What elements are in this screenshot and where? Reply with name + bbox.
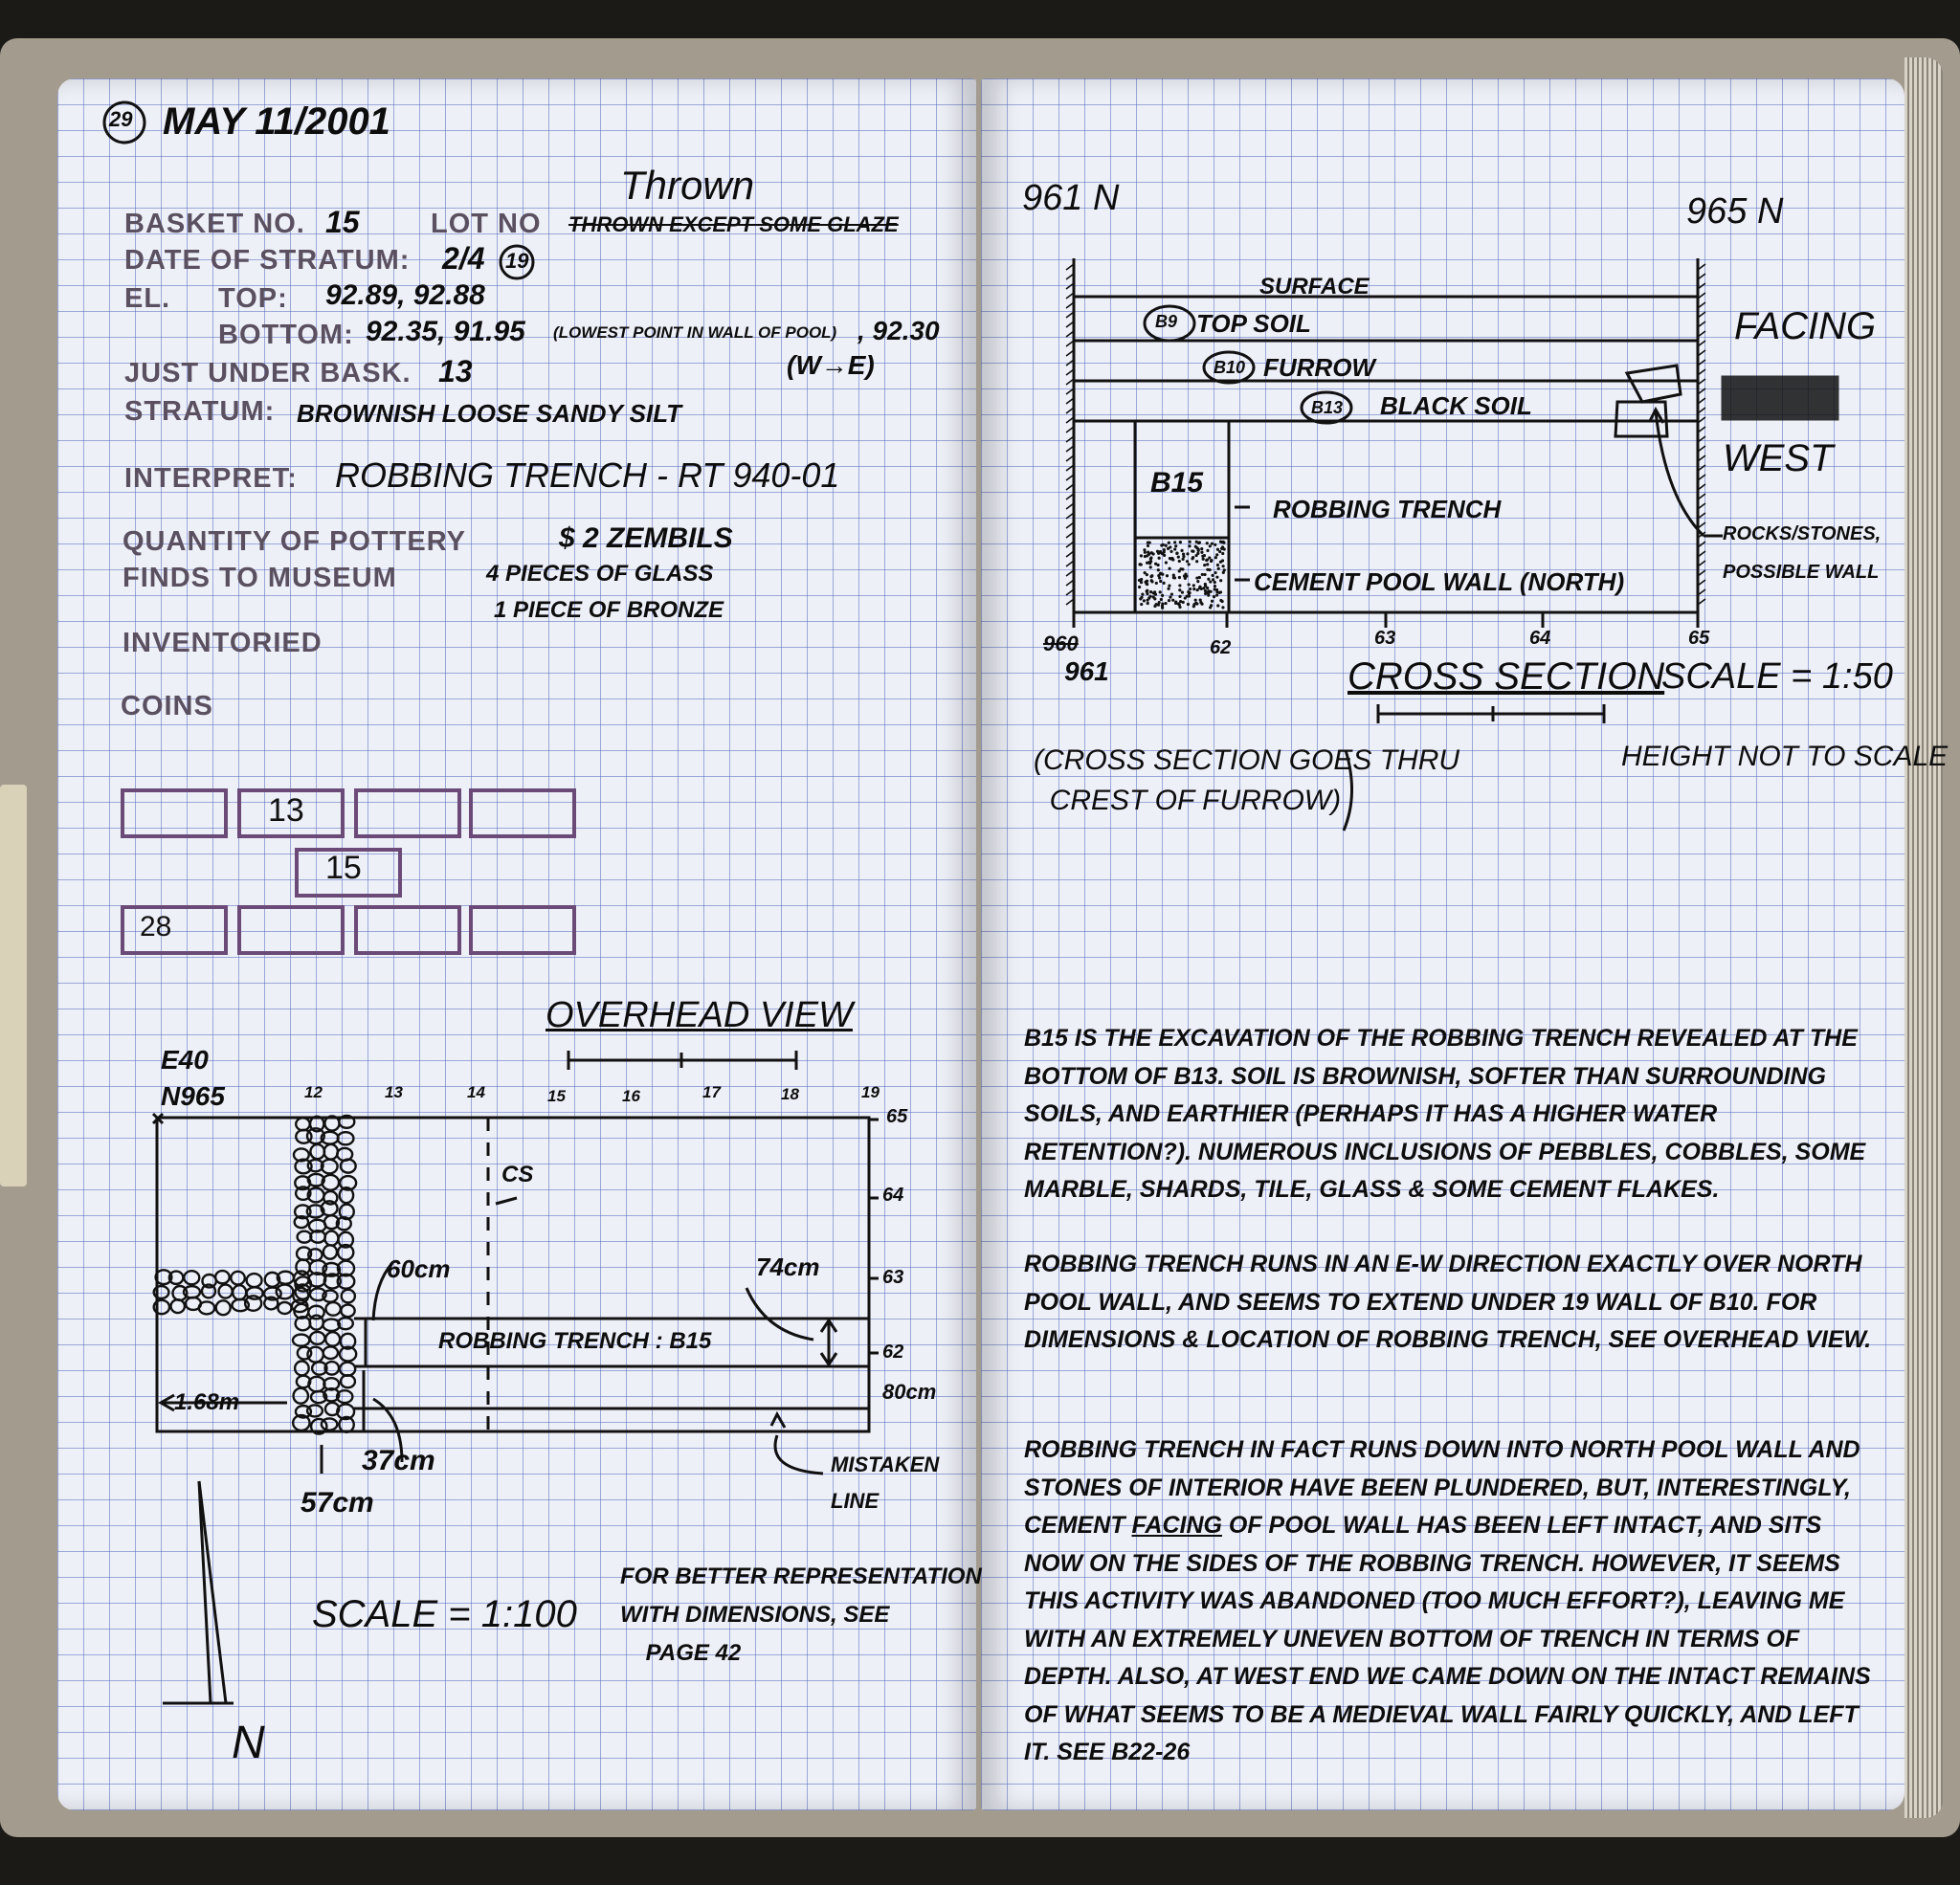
notes-paragraph-3 bbox=[1024, 1431, 1885, 1772]
dim-74cm: 74cm bbox=[756, 1253, 820, 1281]
under-basket-value: 13 bbox=[438, 354, 473, 388]
x-struck: 960 bbox=[1043, 632, 1079, 655]
notes-paragraph-1: B15 IS THE EXCAVATION OF THE ROBBING TRENCH REVEALED AT THE BOTTOM OF B13. SOIL IS BROWNISH, SOFTER THAN SURROUNDING SOILS, AND EARTHIER (PERHAPS IT HAS A HIGHER WATER RETENTION?). NUMEROUS INCLUSIONS OF PEBBLES, COBBLES, SOME MARBLE, SHARDS, TILE, GLASS & SOME CEMENT FLAKES. bbox=[1024, 1025, 1866, 1203]
bookmark-ribbon bbox=[0, 785, 27, 1186]
finds-label: FINDS TO MUSEUM bbox=[122, 563, 397, 593]
top-tick: 13 bbox=[385, 1083, 403, 1101]
section-north-right: 965 N bbox=[1686, 191, 1784, 232]
dim-80cm: 80cm bbox=[882, 1380, 937, 1404]
bottom-direction: (W→E) bbox=[787, 350, 875, 380]
b10-label: B10 bbox=[1214, 358, 1246, 377]
pottery-value: $ 2 ZEMBILS bbox=[559, 522, 733, 554]
facing-label: FACING bbox=[1734, 305, 1877, 347]
west-label: WEST bbox=[1723, 437, 1834, 479]
cross-section-drawing bbox=[957, 0, 1914, 765]
date-of-stratum-value: 2/4 bbox=[442, 241, 485, 276]
section-north-left: 961 N bbox=[1022, 178, 1120, 218]
stamp-box bbox=[121, 788, 228, 838]
top-soil-label: TOP SOIL bbox=[1196, 309, 1311, 338]
top-value: 92.89, 92.88 bbox=[325, 279, 485, 311]
stratum-value: BROWNISH LOOSE SANDY SILT bbox=[297, 399, 682, 428]
robbing-trench-label: ROBBING TRENCH bbox=[1273, 495, 1502, 523]
dim-57cm: 57cm bbox=[301, 1487, 374, 1519]
thrown-note: Thrown bbox=[620, 163, 755, 208]
notes-paragraph-2: ROBBING TRENCH RUNS IN AN E-W DIRECTION EXACTLY OVER NORTH POOL WALL, AND SEEMS TO EXTEND UNDER 19 WALL OF B10. FOR DIMENSIONS & LOCATION OF ROBBING TRENCH, SEE OVERHEAD VIEW. bbox=[1024, 1251, 1872, 1353]
date-of-stratum-circled: 19 bbox=[505, 249, 529, 273]
finds-value-1: 4 PIECES OF GLASS bbox=[486, 561, 714, 587]
interpret-label: INTERPRET: bbox=[124, 463, 298, 494]
bottom-note: (LOWEST POINT IN WALL OF POOL) bbox=[553, 323, 837, 342]
stamp-box bbox=[237, 905, 345, 955]
stamp-box bbox=[354, 788, 461, 838]
b13-label: B13 bbox=[1311, 398, 1344, 417]
cross-section-title: CROSS SECTION bbox=[1348, 655, 1665, 698]
top-label: TOP: bbox=[218, 283, 288, 314]
overhead-plan-drawing bbox=[0, 0, 976, 765]
stamp-box bbox=[469, 905, 576, 955]
stamp-box-value: 15 bbox=[325, 850, 362, 886]
right-tick: 63 bbox=[882, 1267, 904, 1288]
right-tick: 62 bbox=[882, 1342, 904, 1363]
cross-section-scale: SCALE = 1:50 bbox=[1661, 656, 1893, 697]
top-tick: 16 bbox=[622, 1087, 640, 1105]
para3-a: ROBBING TRENCH IN FACT RUNS DOWN INTO NORTH POOL WALL AND STONES OF INTERIOR HAVE BEEN PLUNDERED, BUT, INTERESTINGLY, CEMENT bbox=[1024, 1436, 1860, 1539]
cs-label: CS bbox=[501, 1162, 534, 1187]
stamp-box-value: 28 bbox=[140, 911, 172, 942]
cement-wall-label: CEMENT POOL WALL (NORTH) bbox=[1254, 567, 1625, 596]
stamp-box bbox=[354, 905, 461, 955]
dim-168m: 1.68m bbox=[174, 1389, 240, 1415]
bottom-value: 92.35, 91.95 bbox=[366, 316, 525, 347]
height-note: HEIGHT NOT TO SCALE bbox=[1621, 741, 1949, 772]
overhead-origin-e: E40 bbox=[161, 1045, 209, 1075]
stamp-box bbox=[469, 788, 576, 838]
b9-label: B9 bbox=[1155, 312, 1178, 331]
dim-37cm: 37cm bbox=[362, 1445, 435, 1476]
black-soil-label: BLACK SOIL bbox=[1380, 391, 1532, 420]
interpret-value: ROBBING TRENCH - RT 940-01 bbox=[335, 455, 840, 495]
lot-struck-value: THROWN EXCEPT SOME GLAZE bbox=[568, 212, 899, 236]
overhead-origin-n: N965 bbox=[161, 1081, 225, 1111]
coins-label: COINS bbox=[121, 691, 213, 721]
top-tick: 12 bbox=[304, 1083, 323, 1101]
rocks-label: ROCKS/STONES, POSSIBLE WALL bbox=[1723, 523, 1882, 583]
el-label: EL. bbox=[124, 283, 171, 314]
x-961: 961 bbox=[1064, 656, 1109, 686]
bottom-value-2: , 92.30 bbox=[858, 316, 940, 345]
top-tick: 19 bbox=[861, 1083, 880, 1101]
trench-label: ROBBING TRENCH : B15 bbox=[438, 1328, 712, 1354]
cross-section-note: (CROSS SECTION GOES THRU CREST OF FURROW) bbox=[1034, 744, 1460, 816]
lot-label: LOT NO bbox=[431, 209, 542, 239]
finds-value-2: 1 PIECE OF BRONZE bbox=[494, 597, 724, 623]
basket-label: BASKET NO. bbox=[124, 209, 305, 239]
right-tick: 65 bbox=[886, 1106, 908, 1127]
north-arrow-label: N bbox=[232, 1718, 265, 1768]
x-65: 65 bbox=[1688, 628, 1710, 649]
x-63: 63 bbox=[1374, 628, 1396, 649]
para3-b: OF POOL WALL HAS BEEN LEFT INTACT, AND SITS NOW ON THE SIDES OF THE ROBBING TRENCH. HOWEVER, IT SEEMS THIS ACTIVITY WAS ABANDONED (TOO MUCH EFFORT?), LEAVING ME WITH AN EXTREMELY UNEVEN BOTTOM OF TRENCH IN TERMS OF DEPTH. ALSO, AT WEST END WE CAME DOWN ON THE INTACT REMAINS OF WHAT SEEMS TO BE A MEDIEVAL WALL FAIRLY QUICKLY, AND LEFT IT. SEE B22-26 bbox=[1024, 1512, 1871, 1765]
page-number: 29 bbox=[109, 107, 133, 131]
basket-value: 15 bbox=[325, 205, 360, 239]
overhead-title: OVERHEAD VIEW bbox=[546, 995, 853, 1035]
under-basket-label: JUST UNDER BASK. bbox=[124, 358, 412, 388]
x-62: 62 bbox=[1210, 637, 1232, 658]
top-tick: 18 bbox=[781, 1085, 799, 1103]
x-64: 64 bbox=[1529, 628, 1551, 649]
para3-facing: FACING bbox=[1131, 1512, 1222, 1539]
date-of-stratum-label: DATE OF STRATUM: bbox=[124, 245, 411, 276]
b15-label: B15 bbox=[1150, 467, 1204, 499]
right-tick: 64 bbox=[882, 1185, 904, 1206]
top-tick: 15 bbox=[547, 1087, 566, 1105]
pottery-label: QUANTITY OF POTTERY bbox=[122, 526, 466, 557]
inventoried-label: INVENTORIED bbox=[122, 628, 323, 658]
top-tick: 14 bbox=[467, 1083, 485, 1101]
entry-date: MAY 11/2001 bbox=[163, 100, 390, 143]
overhead-note: FOR BETTER REPRESENTATION WITH DIMENSIONS, SEE PAGE 42 bbox=[620, 1563, 982, 1666]
mistaken-line-note: MISTAKEN LINE bbox=[831, 1453, 940, 1513]
furrow-label: FURROW bbox=[1263, 353, 1375, 382]
stratum-label: STRATUM: bbox=[124, 396, 276, 427]
top-tick: 17 bbox=[702, 1083, 721, 1101]
bottom-label: BOTTOM: bbox=[218, 320, 354, 350]
stamp-box-value: 13 bbox=[268, 792, 304, 829]
surface-label: SURFACE bbox=[1259, 274, 1370, 299]
dim-60cm: 60cm bbox=[387, 1254, 451, 1283]
overhead-scale: SCALE = 1:100 bbox=[312, 1593, 577, 1635]
stamp-box bbox=[121, 905, 228, 955]
